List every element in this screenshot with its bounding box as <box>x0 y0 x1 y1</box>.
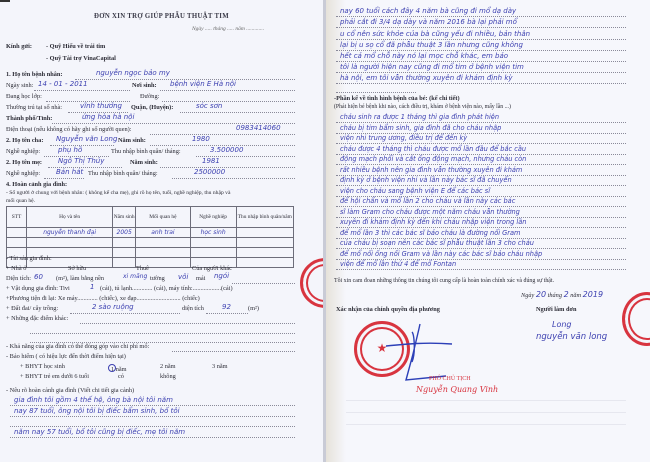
col-stt: STT <box>7 207 27 228</box>
situation-cont-1: nay 60 tuổi cách đây 4 năm bà cũng đi mổ dạ dày <box>340 7 517 15</box>
family-note-1: - Số người ở chung với bệnh nhân: ( không kể cha mẹ), ghi rõ họ tên, tuổi, nghề nghiệp, thu nhập và <box>6 190 231 196</box>
illness-line: cháu được 4 tháng thì cháu được mổ lần đầu để bắc cầu <box>340 144 527 153</box>
bhyt-student-option-3[interactable]: 3 năm <box>212 363 228 370</box>
recipient-label: Kính gửi: <box>6 43 32 50</box>
situation-line-1: gia đình tôi gồm 4 thế hệ, ông bà nội tôi năm <box>14 396 173 404</box>
district-value: sóc sơn <box>196 102 223 110</box>
official-seal-stamp <box>300 258 323 308</box>
applicant-signature: Long <box>552 320 572 329</box>
assets-heading: - Tài sản gia đình: <box>6 255 52 262</box>
wall-label: tường <box>150 275 165 282</box>
house-rented: Thuê <box>136 265 149 272</box>
situation-cont-4: lại bị u sọ cổ đã phẫu thuật 3 lần nhưng cũng không <box>340 41 523 49</box>
form-title: ĐƠN XIN TRỢ GIÚP PHẪU THUẬT TIM <box>94 13 229 20</box>
insurance-heading: - Bảo hiểm ( có hiệu lực đến thời điểm hiện tại) <box>6 353 126 360</box>
bhyt-child-option-yes[interactable]: có <box>118 373 124 380</box>
land-area-unit: (m²) <box>248 305 259 312</box>
house-others: Của người khác <box>192 265 232 272</box>
land-area-value: 92 <box>222 303 231 311</box>
father-birth-year-label: Năm sinh: <box>118 137 146 144</box>
col-birth-year: Năm sinh <box>113 207 136 228</box>
house-owned: Sở hữu <box>68 265 87 272</box>
roof-value: ngói <box>214 272 230 280</box>
mother-birth-year-value: 1981 <box>202 157 220 165</box>
date-line: Ngày ..... tháng ..... năm ............. <box>192 26 265 32</box>
items-label: + Vật dụng gia đình: Tivi <box>6 285 70 292</box>
illness-line: động mạch phổi và cắt ống động mạch, nhưng cháu còn <box>340 155 527 163</box>
residence-value: vĩnh thưởng <box>80 102 122 110</box>
situation-cont-3: u cổ nên sức khỏe của bà cũng yếu đi nhiều, bản thân <box>340 30 531 38</box>
father-job-value: phụ hồ <box>58 146 83 154</box>
street-label: Đường: <box>140 93 160 100</box>
city-label: Thành phố/Tỉnh: <box>6 115 53 122</box>
illness-line: xuyên đi khám định kỳ đến khi cháu nhập viện trong lần <box>340 218 527 226</box>
district-label: Quận, (Huyện): <box>131 104 174 111</box>
dob-label: Ngày sinh: <box>6 82 34 89</box>
date-day: 20 <box>535 290 547 299</box>
illness-line: rất nhiều bệnh nên gia đình vẫn thường xuyên đi khám <box>340 165 523 174</box>
area-label: Diện tích: <box>6 275 32 282</box>
bhyt-student-label: + BHYT học sinh <box>20 363 65 370</box>
patient-name-value: nguyễn ngọc bảo my <box>96 69 170 77</box>
tv-value: 1 <box>90 283 95 291</box>
situation-heading: - Nêu rõ hoàn cảnh gia đình (Viết chi tiết gia cảnh) <box>6 387 135 394</box>
situation-cont-5: hết cả mổ chỗ này nó lại mọc chỗ khác, em bảo <box>340 52 509 60</box>
illness-line: cháu bị tim bẩm sinh, gia đình đã cho cháu nhập <box>340 123 502 132</box>
illness-line: viện để mổ lần thứ 4 để mổ Fontan <box>340 260 457 268</box>
illness-line: cháu sinh ra được 1 tháng thì gia đình phát hiện <box>340 113 500 121</box>
area-value: 60 <box>34 273 43 281</box>
bhyt-child-option-no[interactable]: không <box>160 373 176 380</box>
recipient-1: - Quỹ Hiểu về trái tim <box>46 43 106 50</box>
illness-line: để mổ lần 3 thì các bác sĩ bảo cháu là đường nối Gram <box>340 228 521 237</box>
form-page-right <box>326 0 650 462</box>
col-relationship: Mối quan hệ <box>136 207 191 228</box>
applicant-name: nguyễn văn long <box>536 332 608 342</box>
contribution-label: - Khả năng của gia đình có thể đóng góp vào chi phí mổ: <box>6 343 150 350</box>
mother-name-label: 2. Họ tên mẹ: <box>6 159 43 166</box>
vehicle-line: +Phương tiện đi lại: Xe máy............. (chiếc), xe đạp............................ (chiếc) <box>6 295 200 302</box>
bhyt-child-label: + BHYT trẻ em dưới 6 tuổi <box>20 373 89 380</box>
recipient-2: - Quỹ Tài trợ VinaCapital <box>46 55 116 62</box>
col-income: Thu nhập bình quân/năm <box>236 207 293 228</box>
mother-income-label: Thu nhập bình quân/ tháng: <box>88 170 158 177</box>
patient-name-label: 1. Họ tên bệnh nhân: <box>6 71 63 78</box>
illness-line: viện nhi trung ương, điều trị để đến kỳ <box>340 134 468 142</box>
phone-value: 0983414060 <box>236 124 281 132</box>
mother-job-label: Nghề nghiệp: <box>6 170 41 177</box>
illness-line: của cháu bị soạn nên các bác sĩ phẫu thuật lần 3 cho cháu <box>340 239 534 247</box>
illness-heading: -Phần kể về tình hình bệnh của bé: (kể chi tiết) <box>334 95 460 102</box>
father-name-label: 2. Họ tên cha: <box>6 137 44 144</box>
date-year: 2019 <box>582 290 604 299</box>
table-header-row <box>7 207 294 228</box>
star-emblem-icon: ★ <box>376 340 388 355</box>
col-occupation: Nghề nghiệp <box>190 207 236 228</box>
applicant-seal-stamp <box>622 292 650 346</box>
col-name: Họ và tên <box>27 207 113 228</box>
situation-line-3: năm nay 57 tuổi, bố tôi cũng bị điếc, mẹ tôi năm <box>14 428 186 436</box>
official-title: PHÓ CHỦ TỊCH <box>429 376 471 382</box>
table-row: nguyễn thanh đại 2005 anh trai học sinh <box>7 228 294 238</box>
mother-birth-year-label: Năm sinh: <box>130 159 158 166</box>
illness-line: để mổ nối ống nối Gram và lần này các bác sĩ bảo cháu nhập <box>340 249 543 258</box>
wall-value: vôi <box>178 273 189 281</box>
declaration-text: Tôi xin cam đoan những thông tin chúng tôi cung cấp là hoàn toàn chính xác và đúng sự thật. <box>334 278 555 284</box>
phone-label: Điện thoại (nếu không có hãy ghi số người quen): <box>6 126 132 133</box>
illness-line: sĩ làm Gram cho cháu được một năm cháu vẫn thường <box>340 207 520 216</box>
family-heading: 4. Hoàn cảnh gia đình: <box>6 181 68 188</box>
local-authority-label: Xác nhận của chính quyền địa phương <box>336 306 440 313</box>
official-signature <box>386 322 456 384</box>
father-income-label: Thu nhập bình quân/ tháng: <box>111 148 181 155</box>
signing-date: Ngày 20 tháng 2 năm 2019 <box>521 290 604 299</box>
father-birth-year-value: 1980 <box>192 135 210 143</box>
illness-line: viện cho cháu sang bệnh viện E để các bác sĩ <box>340 186 491 195</box>
situation-cont-2: phải cắt đi 3/4 dạ dày và năm 2016 bà lại phải mổ <box>340 18 517 26</box>
scan-mark <box>0 0 10 2</box>
dob-value: 14 - 01 - 2011 <box>38 80 88 88</box>
land-label: + Đất đai/ cây trồng: <box>6 305 59 312</box>
illness-subheading: (Phát hiện bé bệnh khi nào, cách điều trị, khám ở bệnh viện nào, mấy lần ...) <box>334 104 511 110</box>
applicant-label: Người làm đơn <box>536 306 577 313</box>
other-features-label: + Những đặc điểm khác: <box>6 315 69 322</box>
illness-line: định kỳ ở bệnh viện nhi và lần này bác sĩ đã chuyển <box>340 176 512 184</box>
mother-job-value: Bán hát <box>56 168 84 176</box>
residence-label: Thường trú tại số nhà: <box>6 104 63 111</box>
roof-label: mái <box>196 275 206 282</box>
mother-income-value: 2500000 <box>194 168 226 176</box>
land-value: 2 sào ruộng <box>92 303 134 311</box>
father-name-value: Nguyễn văn Long <box>56 135 118 143</box>
family-note-2: mối quan hệ. <box>6 198 36 204</box>
situation-line-2: nay 87 tuổi, ông nội tôi bị điếc bẩm sinh, bố tôi <box>14 407 180 415</box>
form-page-left <box>0 0 323 462</box>
city-value: ứng hòa hà nội <box>82 113 135 121</box>
mother-name-value: Ngô Thị Thủy <box>58 157 105 165</box>
date-month: 2 <box>563 290 569 299</box>
house-label: + Nhà ở <box>6 265 27 272</box>
table-row <box>7 238 294 248</box>
floor-value: xi măng <box>123 273 148 280</box>
items-rest: (cái), tủ lạnh............. (cái), máy tính:..................(cái) <box>100 285 233 292</box>
bhyt-student-option-2[interactable]: 2 năm <box>160 363 176 370</box>
illness-line: để hội chẩn và mổ lần 2 cho cháu và lần này các bác <box>340 197 516 205</box>
area-unit: (m²), làm bằng nền <box>56 275 105 282</box>
class-label: Đang học lớp: <box>6 93 42 100</box>
land-area-label: diện tích <box>182 305 204 312</box>
father-job-label: Nghề nghiệp: <box>6 148 41 155</box>
bhyt-student-option-1[interactable]: 1 năm <box>108 364 127 373</box>
birthplace-label: Nơi sinh: <box>132 82 157 89</box>
father-income-value: 3.500000 <box>210 146 244 154</box>
birthplace-value: bệnh viện E Hà nội <box>170 80 236 88</box>
situation-cont-6: tôi là người hiện nay cũng đi mổ tim ở bệnh viện tim <box>340 63 524 71</box>
situation-cont-7: hà nội, em tôi vẫn thường xuyên đi khám định kỳ <box>340 74 513 82</box>
official-name: Nguyễn Quang Vinh <box>416 385 499 394</box>
